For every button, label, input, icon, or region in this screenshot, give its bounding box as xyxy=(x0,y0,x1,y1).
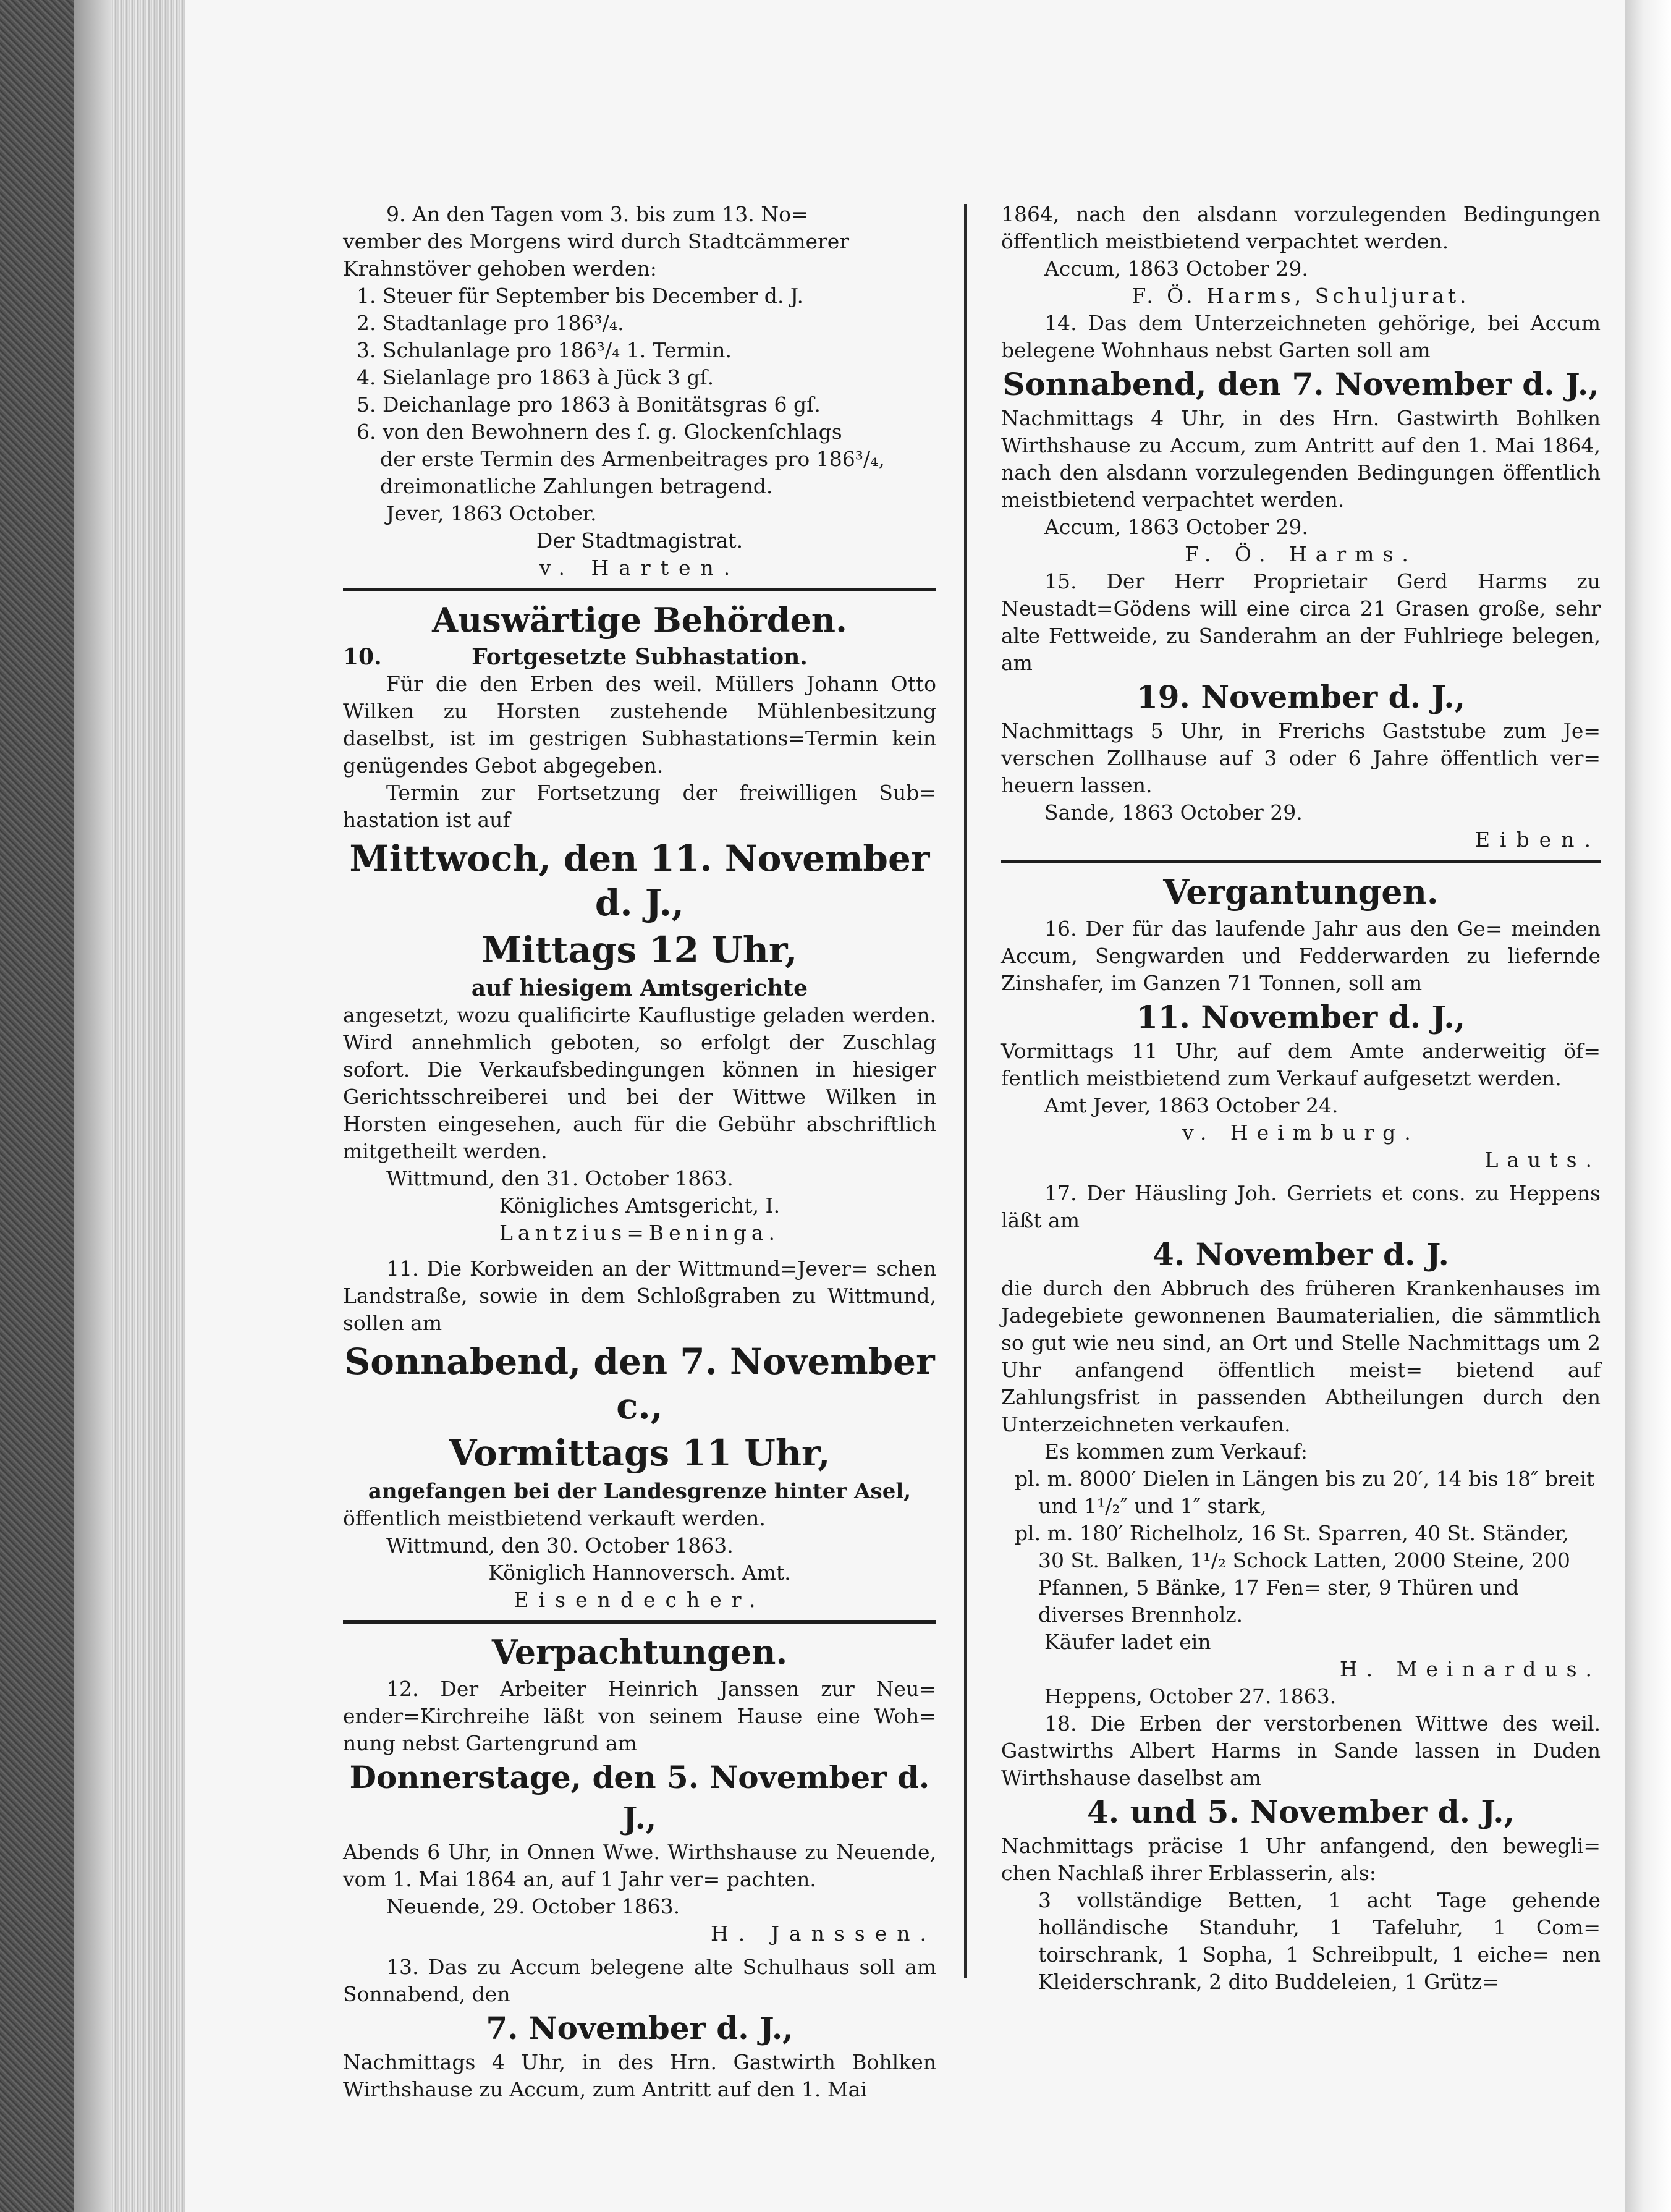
section-rule xyxy=(343,588,936,591)
notice-9-line: 9. An den Tagen vom 3. bis zum 13. No= xyxy=(386,202,808,226)
notice-10-location: auf hiesigem Amtsgerichte xyxy=(471,975,808,1001)
notice-11-office: Königlich Hannoversch. Amt. xyxy=(488,1561,791,1585)
notice-14-date: Accum, 1863 October 29. xyxy=(1044,515,1308,539)
section-rule xyxy=(343,1620,936,1624)
right-column xyxy=(1001,201,1601,1996)
notice-14-signature: F. Ö. Harms. xyxy=(1185,542,1417,566)
notice-18-para: 18. Die Erben der verstorbenen Wittwe des weil. Gastwirths Albert Harms in Sande lassen in Duden Wirthshause daselbst am xyxy=(1001,1711,1601,1790)
book-cover xyxy=(0,0,74,2212)
notice-18-date-headline: 4. und 5. November d. J., xyxy=(1087,1794,1515,1830)
notice-9-office: Der Stadtmagistrat. xyxy=(536,528,743,553)
notice-10-date: Wittmund, den 31. October 1863. xyxy=(386,1166,734,1190)
notice-10-time-headline: Mittags 12 Uhr, xyxy=(481,929,798,971)
notice-13-date: Accum, 1863 October 29. xyxy=(1044,256,1308,281)
section-heading-vergantungen: Vergantungen. xyxy=(1163,872,1439,912)
notice-18-item: 3 vollständige Betten, 1 acht Tage gehende holländische Standuhr, 1 Tafeluhr, 1 Com= toirschrank, 1 Sopha, 1 Schreibpult, 1 eiche= nen Kleiderschrank, 2 dito Buddeleien, 1 Grütz= xyxy=(1038,1888,1601,1994)
section-rule xyxy=(1001,860,1601,863)
notice-10-para: angesetzt, wozu qualificirte Kauflustige geladen werden. Wird annehmlich geboten, so erfolgt der Zuschlag sofort. Die Verkaufsbedingungen können in hiesiger Gerichtsschreiberei und bei der Wittwe Wilken in Horsten eingesehen, auch für die Gebühr abschriftlich mitgetheilt werden. xyxy=(343,1003,936,1163)
notice-9-item: der erste Termin des Armenbeitrages pro 186³/₄, xyxy=(380,447,885,471)
notice-11-location: angefangen bei der Landesgrenze hinter Asel, xyxy=(368,1479,912,1504)
notice-15-para: 15. Der Herr Proprietair Gerd Harms zu Neustadt=Gödens will eine circa 21 Grasen große, sehr alte Fettweide, zu Sanderahm an der Fuhlriege belegen, am xyxy=(1001,569,1601,675)
spine-shadow xyxy=(74,0,111,2212)
notice-10-title xyxy=(343,643,936,671)
notice-13-signature: F. Ö. Harms, Schuljurat. xyxy=(1132,284,1470,308)
notice-10-para: Termin zur Fortsetzung der freiwilligen Sub= hastation ist auf xyxy=(343,781,936,832)
notice-9-line: vember des Morgens wird durch Stadtcämmerer xyxy=(343,229,850,253)
notice-9-signature: v. Harten. xyxy=(539,556,740,580)
notice-10-date-headline: Mittwoch, den 11. November d. J., xyxy=(349,837,930,924)
notice-12-para: Abends 6 Uhr, in Onnen Wwe. Wirthshause zu Neuende, vom 1. Mai 1864 an, auf 1 Jahr ver= pachten. xyxy=(343,1840,936,1891)
notice-12-para: 12. Der Arbeiter Heinrich Janssen zur Neu= ender=Kirchreihe läßt von seinem Hause eine Woh= nung nebst Gartengrund am xyxy=(343,1677,936,1755)
notice-16-signature: v. Heimburg. xyxy=(1182,1121,1419,1145)
notice-10-office: Königliches Amtsgericht, I. xyxy=(499,1193,781,1218)
notice-9-line: Krahnstöver gehoben werden: xyxy=(343,256,657,281)
notice-17-para: Es kommen zum Verkauf: xyxy=(1044,1439,1308,1464)
notice-10-signature: Lantzius=Beninga. xyxy=(499,1221,780,1245)
notice-13-continued: 1864, nach den alsdann vorzulegenden Bedingungen öffentlich meistbietend verpachtet werden. xyxy=(1001,202,1601,253)
notice-17-para: die durch den Abbruch des früheren Krankenhauses im Jadegebiete gewonnenen Baumaterialien, die sämmtlich so gut wie neu sind, an Ort und Stelle Nachmittags um 2 Uhr anfangend öffentlich meist= bietend auf Zahlungsfrist in passenden Abtheilungen durch den Unterzeichneten verkaufen. xyxy=(1001,1276,1601,1436)
notice-16-date-headline: 11. November d. J., xyxy=(1136,999,1466,1035)
notice-16-para: Vormittags 11 Uhr, auf dem Amte anderweitig öf= fentlich meistbietend zum Verkauf aufgesetzt werden. xyxy=(1001,1039,1601,1090)
notice-17-para: Käufer ladet ein xyxy=(1044,1630,1211,1654)
notice-9-date: Jever, 1863 October. xyxy=(386,501,597,525)
notice-17-signature: H. Meinardus. xyxy=(1339,1657,1601,1681)
notice-14-para: Nachmittags 4 Uhr, in des Hrn. Gastwirth Bohlken Wirthshause zu Accum, zum Antritt auf den 1. Mai 1864, nach den alsdann vorzulegenden Bedingungen öffentlich meistbietend verpachtet werden. xyxy=(1001,406,1601,512)
notice-12-signature: H. Janssen. xyxy=(710,1922,936,1946)
notice-15-signature: Eiben. xyxy=(1474,828,1601,852)
notice-9-item: 5. Deichanlage pro 1863 à Bonitätsgras 6 gſ. xyxy=(357,392,821,417)
notice-13-date-headline: 7. November d. J., xyxy=(486,2010,793,2046)
notice-17-date-headline: 4. November d. J. xyxy=(1153,1236,1449,1273)
notice-15-para: Nachmittags 5 Uhr, in Frerichs Gaststube zum Je= verschen Zollhause auf 3 oder 6 Jahre öffentlich ver= heuern lassen. xyxy=(1001,719,1601,797)
notice-11-para: öffentlich meistbietend verkauft werden. xyxy=(343,1506,766,1530)
notice-11-date: Wittmund, den 30. October 1863. xyxy=(386,1533,734,1557)
notice-11-date-headline: Sonnabend, den 7. November c., xyxy=(344,1341,935,1427)
notice-18-para: Nachmittags präcise 1 Uhr anfangend, den bewegli= chen Nachlaß ihrer Erblasserin, als: xyxy=(1001,1834,1601,1885)
column-divider xyxy=(964,204,967,1978)
notice-13-para: Nachmittags 4 Uhr, in des Hrn. Gastwirth Bohlken Wirthshause zu Accum, zum Antritt auf den 1. Mai xyxy=(343,2050,936,2101)
notice-11-time-headline: Vormittags 11 Uhr, xyxy=(449,1432,831,1474)
notice-10-para: Für die den Erben des weil. Müllers Johann Otto Wilken zu Horsten zustehende Mühlenbesitzung daselbst, ist im gestrigen Subhastations=Termin kein genügendes Gebot abgegeben. xyxy=(343,672,936,778)
notice-9-item: 2. Stadtanlage pro 186³/₄. xyxy=(357,311,624,335)
notice-17-para: 17. Der Häusling Joh. Gerriets et cons. zu Heppens läßt am xyxy=(1001,1181,1601,1232)
notice-14-date-headline: Sonnabend, den 7. November d. J., xyxy=(1002,366,1599,402)
notice-12-date: Neuende, 29. October 1863. xyxy=(386,1894,680,1918)
page-edges xyxy=(111,0,185,2212)
notice-13-para: 13. Das zu Accum belegene alte Schulhaus soll am Sonnabend, den xyxy=(343,1955,936,2006)
notice-15-date-headline: 19. November d. J., xyxy=(1136,679,1466,715)
left-column xyxy=(343,201,936,2103)
notice-9-item: 1. Steuer für September bis December d. J. xyxy=(357,284,803,308)
section-heading-verpachtungen: Verpachtungen. xyxy=(491,1632,788,1672)
notice-17-date: Heppens, October 27. 1863. xyxy=(1044,1684,1337,1708)
right-gutter xyxy=(1625,0,1671,2212)
notice-12-date-headline: Donnerstage, den 5. November d. J., xyxy=(349,1759,930,1836)
notice-10-title-text: Fortgesetzte Subhastation. xyxy=(472,644,808,670)
notice-16-para: 16. Der für das laufende Jahr aus den Ge= meinden Accum, Sengwarden und Fedderwarden zu liefernde Zinshafer, im Ganzen 71 Tonnen, soll am xyxy=(1001,917,1601,995)
section-heading-auswaertige: Auswärtige Behörden. xyxy=(432,600,847,640)
notice-15-date: Sande, 1863 October 29. xyxy=(1044,800,1303,824)
notice-17-item: pl. m. 8000′ Dielen in Längen bis zu 20′, 14 bis 18″ breit und 1¹/₂″ und 1″ stark, xyxy=(1015,1467,1595,1518)
notice-17-item: pl. m. 180′ Richelholz, 16 St. Sparren, 40 St. Ständer, 30 St. Balken, 1¹/₂ Schock Latten, 2000 Steine, 200 Pfannen, 5 Bänke, 17 Fen= ster, 9 Thüren und diverses Brennholz. xyxy=(1015,1521,1570,1627)
notice-10-number: 10. xyxy=(343,644,382,670)
notice-9-item: 6. von den Bewohnern des ſ. g. Glockenſchlags xyxy=(357,420,842,444)
notice-11-para: 11. Die Korbweiden an der Wittmund=Jever= schen Landstraße, sowie in dem Schloßgraben zu Wittmund, sollen am xyxy=(343,1256,936,1335)
notice-14-para: 14. Das dem Unterzeichneten gehörige, bei Accum belegene Wohnhaus nebst Garten soll am xyxy=(1001,311,1601,362)
notice-9-item: 4. Sielanlage pro 1863 à Jück 3 gſ. xyxy=(357,365,714,389)
notice-9-item: 3. Schulanlage pro 186³/₄ 1. Termin. xyxy=(357,338,732,362)
notice-9-item: dreimonatliche Zahlungen betragend. xyxy=(380,474,773,498)
notice-16-date: Amt Jever, 1863 October 24. xyxy=(1044,1093,1339,1117)
notice-16-signature: Lauts. xyxy=(1484,1148,1601,1172)
notice-11-signature: Eisendecher. xyxy=(514,1588,766,1612)
